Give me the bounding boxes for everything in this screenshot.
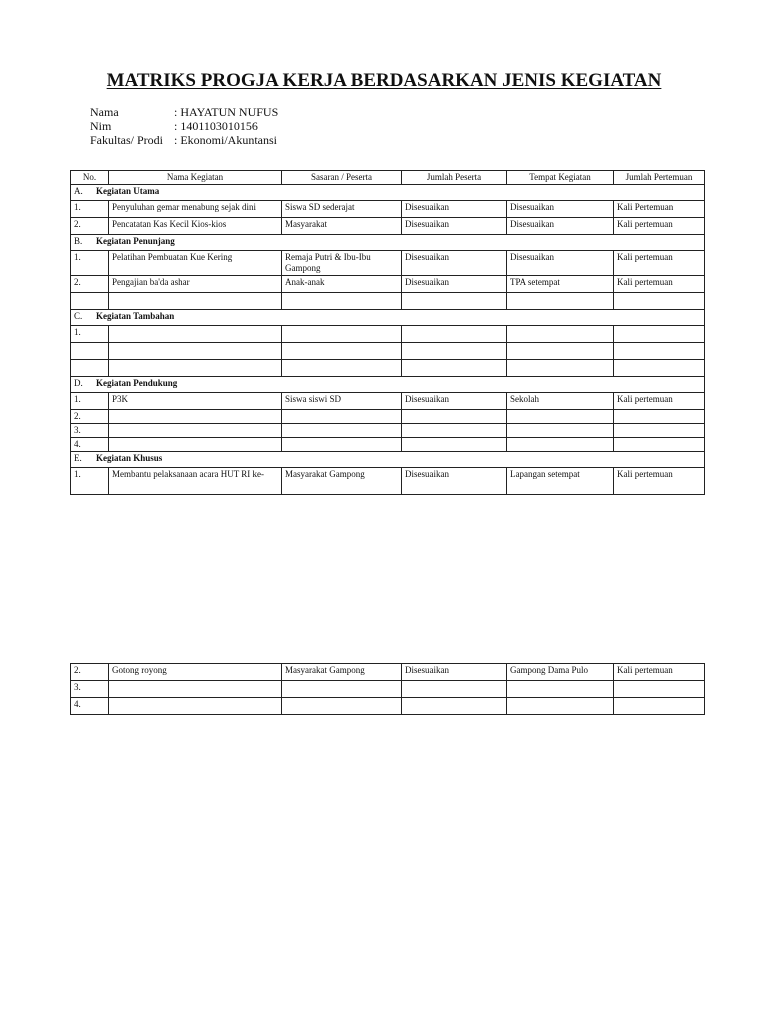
table-cell: Gotong royong [109, 664, 282, 681]
table-header-row [71, 171, 705, 185]
category-row [71, 452, 705, 468]
table-cell [614, 438, 705, 452]
table-row [71, 698, 705, 715]
nim-value: : 1401103010156 [174, 119, 258, 133]
table-cell [402, 681, 507, 698]
table-cell: Masyarakat Gampong [282, 664, 402, 681]
table-cell [402, 424, 507, 438]
table-row [71, 218, 705, 235]
table-row [71, 201, 705, 218]
fakultas-value: : Ekonomi/Akuntansi [174, 133, 277, 147]
table-cell: Kali Pertemuan [614, 201, 705, 218]
header-cell: Sasaran / Peserta [282, 171, 402, 185]
table-cell [109, 360, 282, 377]
table-cell [282, 293, 402, 310]
fakultas-label: Fakultas/ Prodi [90, 133, 164, 147]
table-cell: Pencatatan Kas Kecil Kios-kios [109, 218, 282, 235]
header-cell: Nama Kegiatan [109, 171, 282, 185]
table-cell: Masyarakat [282, 218, 402, 235]
table-cell [507, 410, 614, 424]
table-cell: 2. [71, 410, 109, 424]
category-row [71, 235, 705, 251]
table-cell: Kali pertemuan [614, 251, 705, 276]
table-cell [109, 681, 282, 698]
table-cell [507, 360, 614, 377]
table-cell: Masyarakat Gampong [282, 468, 402, 495]
table-cell: 1. [71, 326, 109, 343]
table-cell: Disesuaikan [507, 251, 614, 276]
table-row [71, 360, 705, 377]
category-letter: B. [74, 236, 83, 246]
table-cell [109, 410, 282, 424]
table-cell [507, 438, 614, 452]
table-cell [71, 343, 109, 360]
identity-block [90, 105, 278, 147]
table-cell: Disesuaikan [507, 218, 614, 235]
category-letter: A. [74, 186, 83, 196]
table-cell [282, 360, 402, 377]
category-name: Kegiatan Khusus [96, 453, 163, 463]
table-row [71, 681, 705, 698]
category-name: Kegiatan Tambahan [96, 311, 175, 321]
table-cell [282, 424, 402, 438]
table-cell: 1. [71, 201, 109, 218]
table-cell [507, 326, 614, 343]
category-letter: C. [74, 311, 83, 321]
table-cell: Disesuaikan [402, 468, 507, 495]
table-cell: Disesuaikan [402, 393, 507, 410]
identity-fakultas [90, 133, 278, 147]
table-cell [402, 698, 507, 715]
table-row [71, 664, 705, 681]
identity-nama [90, 105, 278, 119]
table-cell: Siswa siswi SD [282, 393, 402, 410]
table-cell [109, 293, 282, 310]
category-cell [71, 235, 705, 251]
table-cell [614, 343, 705, 360]
table-cell: Penyuluhan gemar menabung sejak dini [109, 201, 282, 218]
table-cell: Disesuaikan [402, 251, 507, 276]
table-cell: Sekolah [507, 393, 614, 410]
table-cell: Disesuaikan [507, 201, 614, 218]
page-title: MATRIKS PROGJA KERJA BERDASARKAN JENIS KEGIATAN [106, 70, 662, 91]
table-cell [507, 343, 614, 360]
identity-nim [90, 119, 278, 133]
table-row [71, 293, 705, 310]
table-cell: 2. [71, 276, 109, 293]
table-cell [507, 681, 614, 698]
header-cell: Jumlah Peserta [402, 171, 507, 185]
table-cell [614, 424, 705, 438]
table-row [71, 343, 705, 360]
table-row [71, 410, 705, 424]
header-cell: No. [71, 171, 109, 185]
category-letter: E. [74, 453, 82, 463]
table-cell: 3. [71, 681, 109, 698]
table-cell: Gampong Dama Pulo [507, 664, 614, 681]
table-cell: Remaja Putri & Ibu-Ibu Gampong [282, 251, 402, 276]
table-cell: 2. [71, 218, 109, 235]
table-cell: 4. [71, 698, 109, 715]
table-cell [402, 410, 507, 424]
table-cell [109, 438, 282, 452]
table-cell [282, 410, 402, 424]
table-cell: 1. [71, 468, 109, 495]
table-cell: Anak-anak [282, 276, 402, 293]
table-cell: Kali pertemuan [614, 468, 705, 495]
table-cell [402, 360, 507, 377]
nama-label: Nama [90, 105, 119, 119]
nama-value: : HAYATUN NUFUS [174, 105, 279, 119]
table-cell: Disesuaikan [402, 664, 507, 681]
table-cell [614, 326, 705, 343]
table-row [71, 326, 705, 343]
table-row [71, 251, 705, 276]
category-name: Kegiatan Utama [96, 186, 160, 196]
table-cell: Kali pertemuan [614, 664, 705, 681]
table-cell [282, 343, 402, 360]
table-cell: Kali pertemuan [614, 393, 705, 410]
table-cell [614, 410, 705, 424]
table-cell [402, 326, 507, 343]
table-cell [71, 360, 109, 377]
activity-matrix-table [70, 170, 705, 495]
category-cell [71, 452, 705, 468]
table-cell [282, 326, 402, 343]
table-cell [282, 681, 402, 698]
table-row [71, 393, 705, 410]
table-cell [402, 343, 507, 360]
category-row [71, 185, 705, 201]
table-cell: Membantu pelaksanaan acara HUT RI ke- [109, 468, 282, 495]
table-cell: Disesuaikan [402, 218, 507, 235]
table-cell [507, 698, 614, 715]
category-cell [71, 185, 705, 201]
table-cell [614, 681, 705, 698]
table-cell [614, 360, 705, 377]
category-cell [71, 310, 705, 326]
table-cell [71, 293, 109, 310]
table-cell [402, 438, 507, 452]
category-letter: D. [74, 378, 83, 388]
table-cell: Siswa SD sederajat [282, 201, 402, 218]
table-row [71, 438, 705, 452]
table-cell [109, 698, 282, 715]
category-row [71, 310, 705, 326]
header-cell: Tempat Kegiatan [507, 171, 614, 185]
category-row [71, 377, 705, 393]
table-cell [507, 293, 614, 310]
table-cell [507, 424, 614, 438]
table-cell: 4. [71, 438, 109, 452]
table-cell: P3K [109, 393, 282, 410]
table-cell [109, 326, 282, 343]
table-cell: 3. [71, 424, 109, 438]
table-cell: Pengajian ba'da ashar [109, 276, 282, 293]
table-cell: Kali pertemuan [614, 276, 705, 293]
table-row [71, 468, 705, 495]
table-cell [109, 343, 282, 360]
table-cell [614, 293, 705, 310]
nim-label: Nim [90, 119, 112, 133]
table-cell: Lapangan setempat [507, 468, 614, 495]
table-cell [109, 424, 282, 438]
table-cell: 1. [71, 393, 109, 410]
category-name: Kegiatan Pendukung [96, 378, 178, 388]
table-cell: Disesuaikan [402, 201, 507, 218]
table-cell: 2. [71, 664, 109, 681]
table-cell: TPA setempat [507, 276, 614, 293]
table-cell [282, 438, 402, 452]
table-cell: Disesuaikan [402, 276, 507, 293]
activity-matrix-table-continued [70, 663, 705, 715]
table-cell [402, 293, 507, 310]
table-cell: Pelatihan Pembuatan Kue Kering [109, 251, 282, 276]
table-cell [282, 698, 402, 715]
table-row [71, 276, 705, 293]
table-row [71, 424, 705, 438]
category-name: Kegiatan Penunjang [96, 236, 175, 246]
category-cell [71, 377, 705, 393]
table-cell [614, 698, 705, 715]
header-cell: Jumlah Pertemuan [614, 171, 705, 185]
table-cell: Kali pertemuan [614, 218, 705, 235]
table-cell: 1. [71, 251, 109, 276]
